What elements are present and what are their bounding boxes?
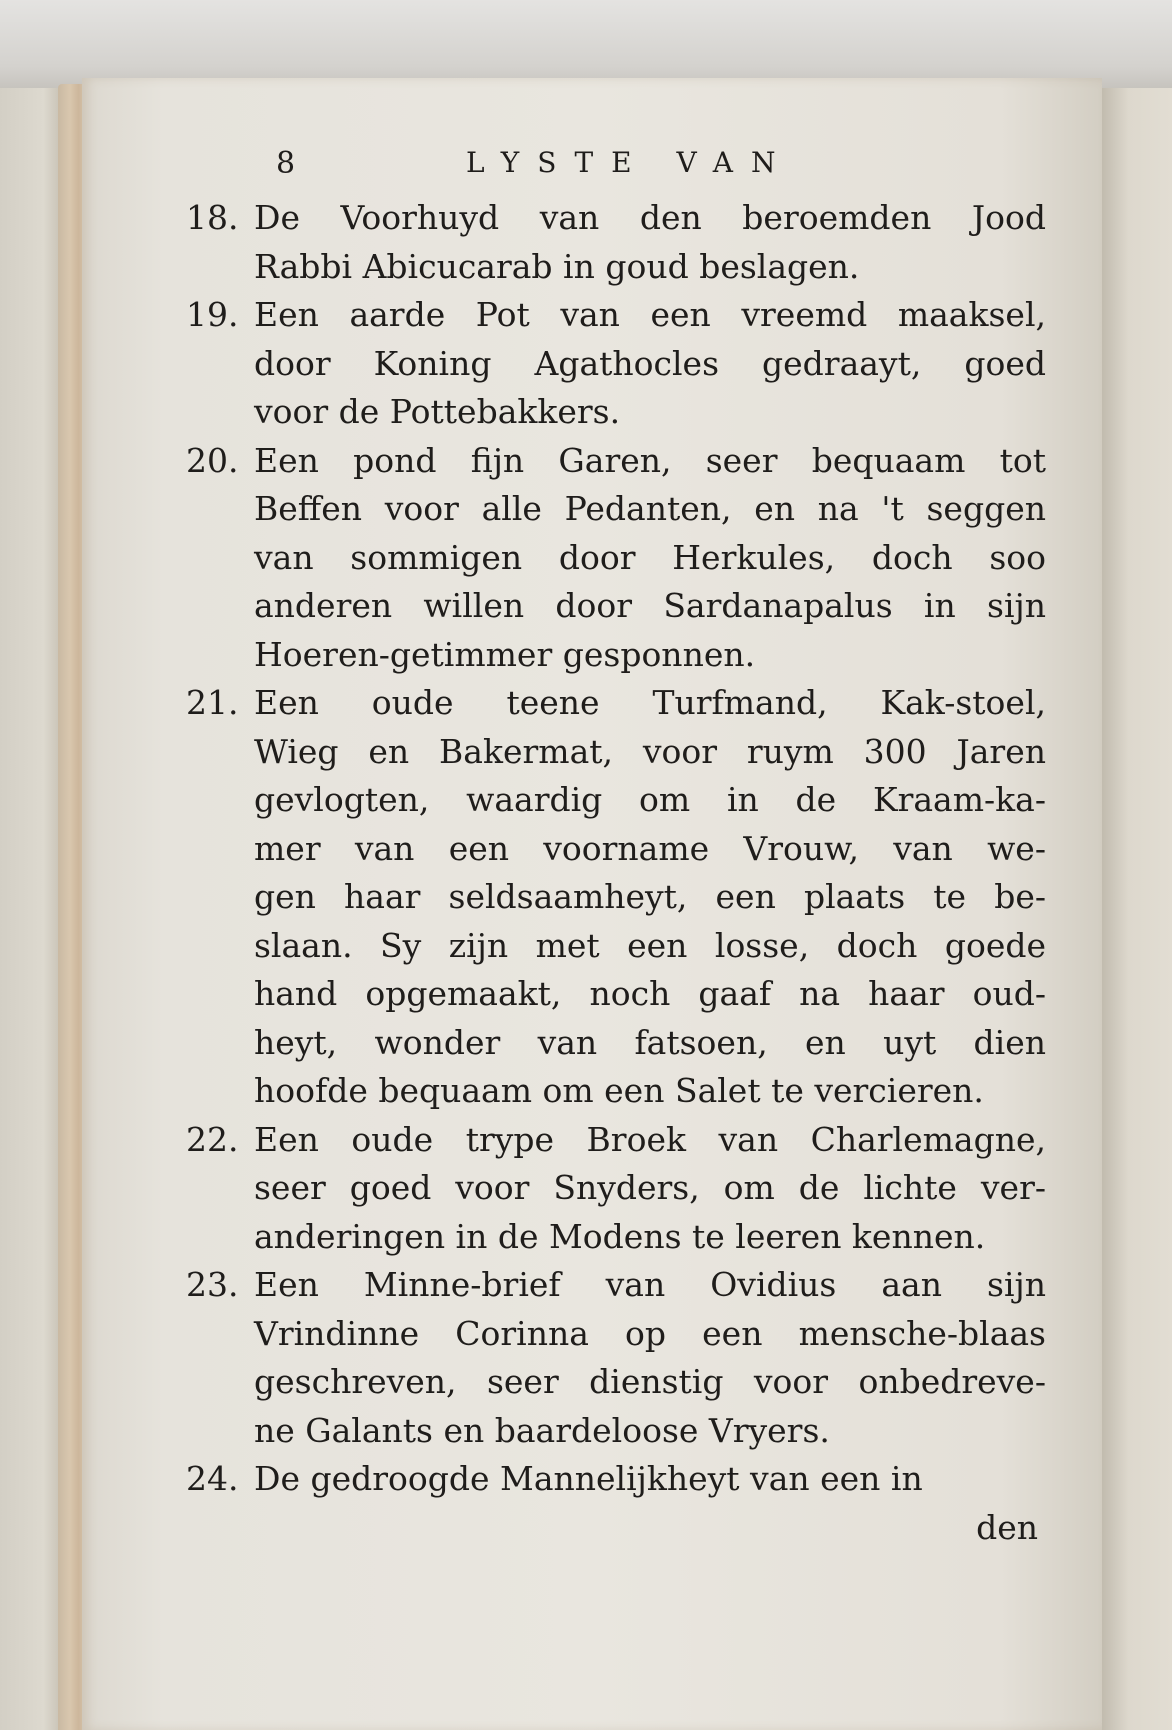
entry-line: Vrindinne Corinna op een mensche-blaas — [254, 1313, 1046, 1353]
list-item — [186, 1116, 1046, 1262]
entry-number: 18. — [186, 198, 239, 237]
entry-line: Een Minne-brief van Ovidius aan sijn — [254, 1265, 1046, 1304]
entry-line: slaan. Sy zijn met een losse, doch goede — [254, 925, 1046, 965]
entry-number: 23. — [186, 1265, 239, 1304]
facing-page-right — [1100, 88, 1172, 1730]
entry-line: Wieg en Bakermat, voor ruym 300 Jaren — [254, 731, 1046, 771]
entry-line: gen haar seldsaamheyt, een plaats te be- — [254, 877, 1046, 916]
entry-number: 19. — [186, 295, 239, 334]
list-item — [186, 1261, 1046, 1455]
entry-line: Rabbi Abicucarab in goud beslagen. — [254, 246, 860, 286]
page-text — [186, 146, 1046, 1552]
list-item — [186, 194, 1046, 291]
entry-line: geschreven, seer dienstig voor onbedreve- — [254, 1362, 1046, 1401]
entry-line: mer van een voorname Vrouw, van we- — [254, 828, 1046, 868]
entry-number: 20. — [186, 440, 239, 480]
entry-line: hoofde bequaam om een Salet te vercieren. — [254, 1071, 984, 1110]
entry-line: heyt, wonder van fatsoen, en uyt dien — [254, 1022, 1046, 1062]
entry-line: Hoeren-getimmer gesponnen. — [254, 634, 756, 674]
entry-line: voor de Pottebakkers. — [254, 392, 621, 431]
list-item — [186, 291, 1046, 437]
entry-line: De Voorhuyd van den beroemden Jood — [254, 198, 1046, 237]
entry-line: seer goed voor Snyders, om de lichte ver- — [254, 1168, 1046, 1207]
list-item — [186, 1455, 1046, 1504]
running-title: LYSTE VAN — [466, 146, 794, 179]
entry-number: 24. — [186, 1459, 239, 1498]
entry-line: gevlogten, waardig om in de Kraam-ka- — [254, 780, 1046, 819]
entry-line: van sommigen door Herkules, doch soo — [254, 537, 1046, 577]
entry-line: anderingen in de Modens te leeren kennen. — [254, 1216, 986, 1256]
entry-line: De gedroogde Mannelijkheyt van een in — [254, 1459, 923, 1498]
list-item — [186, 679, 1046, 1116]
page-header — [186, 146, 1046, 194]
facing-page-left — [0, 88, 62, 1730]
page-number: 8 — [276, 146, 296, 181]
entry-line: ne Galants en baardeloose Vryers. — [254, 1410, 830, 1450]
catchword: den — [976, 1507, 1038, 1547]
entry-number: 21. — [186, 683, 239, 722]
entry-list — [186, 194, 1046, 1504]
entry-line: Een oude teene Turfmand, Kak-stoel, — [254, 683, 1046, 722]
entry-line: Beffen voor alle Pedanten, en na 't seggen — [254, 489, 1046, 528]
list-item — [186, 437, 1046, 680]
entry-line: Een oude trype Broek van Charlemagne, — [254, 1119, 1046, 1159]
entry-number: 22. — [186, 1119, 239, 1159]
entry-line: Een aarde Pot van een vreemd maaksel, — [254, 295, 1046, 334]
entry-line: Een pond fijn Garen, seer bequaam tot — [254, 440, 1046, 480]
entry-line: hand opgemaakt, noch gaaf na haar oud- — [254, 974, 1046, 1013]
entry-line: anderen willen door Sardanapalus in sijn — [254, 586, 1046, 625]
entry-line: door Koning Agathocles gedraayt, goed — [254, 343, 1046, 383]
